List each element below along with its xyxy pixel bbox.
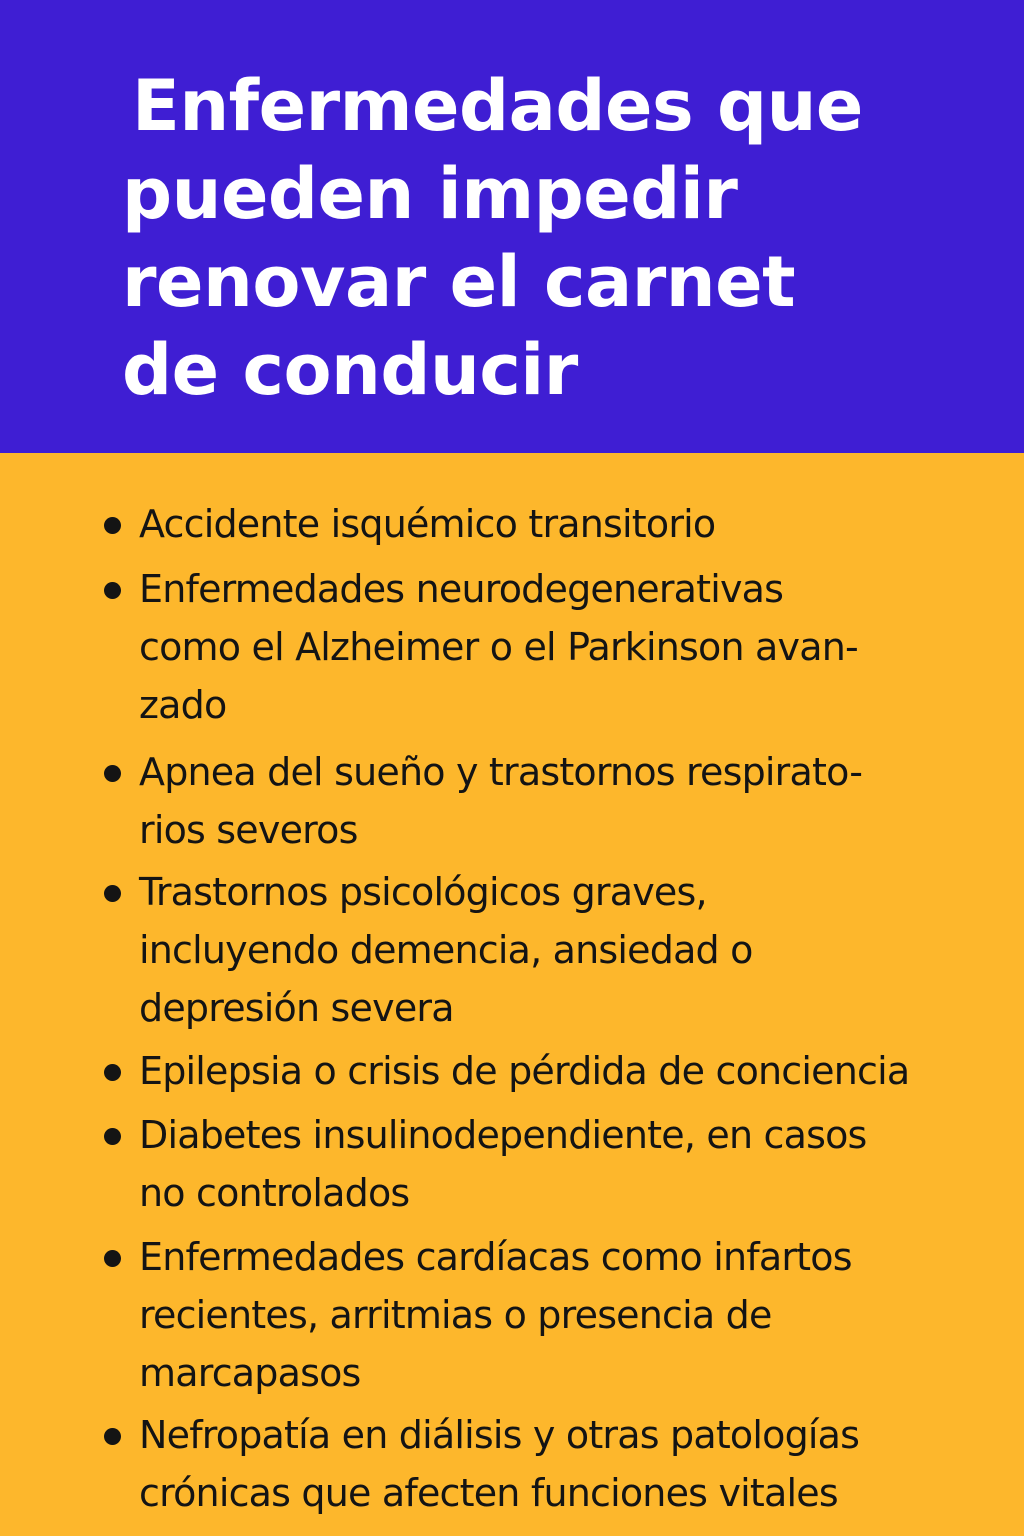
list-item-text <box>139 1228 1009 1402</box>
bullet-icon <box>104 1250 121 1267</box>
bullet-icon <box>104 1064 121 1081</box>
list-item-line: recientes, arritmias o presencia de <box>139 1293 772 1337</box>
bullet-icon <box>104 1428 121 1445</box>
list-item-line: Accidente isquémico transitorio <box>139 502 716 546</box>
list-item-line: zado <box>139 683 227 727</box>
list-item-line: Trastornos psicológicos graves, <box>139 870 707 914</box>
list-item-text <box>139 1042 1009 1100</box>
list-item-line: marcapasos <box>139 1351 361 1395</box>
bullet-icon <box>104 765 121 782</box>
list-item-line: como el Alzheimer o el Parkinson avan- <box>139 625 858 669</box>
list-item-line: Diabetes insulinodependiente, en casos <box>139 1113 867 1157</box>
list-item-text <box>139 743 1009 859</box>
title-line: renovar el carnet <box>122 241 796 323</box>
list-item-line: incluyendo demencia, ansiedad o <box>139 928 753 972</box>
header-banner <box>0 0 1024 453</box>
title-line: de conducir <box>122 329 578 411</box>
list-item-line: Enfermedades cardíacas como infartos <box>139 1235 852 1279</box>
title-line: pueden impedir <box>122 153 738 235</box>
content-panel <box>0 453 1024 1536</box>
list-item-line: crónicas que afecten funciones vitales <box>139 1471 838 1515</box>
page-title <box>122 62 982 414</box>
bullet-icon <box>104 885 121 902</box>
list-item-text <box>139 863 1009 1037</box>
disease-list <box>0 453 1024 1536</box>
title-line: Enfermedades que <box>132 65 863 147</box>
bullet-icon <box>104 1128 121 1145</box>
bullet-icon <box>104 582 121 599</box>
list-item-text <box>139 495 1009 553</box>
list-item-line: Enfermedades neurodegenerativas <box>139 567 784 611</box>
list-item-line: depresión severa <box>139 986 454 1030</box>
list-item-line: no controlados <box>139 1171 410 1215</box>
list-item-text <box>139 1106 1009 1222</box>
list-item-text <box>139 1406 1009 1522</box>
list-item-line: Apnea del sueño y trastornos respirato- <box>139 750 863 794</box>
list-item-line: rios severos <box>139 808 358 852</box>
bullet-icon <box>104 517 121 534</box>
list-item-line: Epilepsia o crisis de pérdida de conciencia <box>139 1049 910 1093</box>
list-item-text <box>139 560 1009 734</box>
list-item-line: Nefropatía en diálisis y otras patologías <box>139 1413 860 1457</box>
